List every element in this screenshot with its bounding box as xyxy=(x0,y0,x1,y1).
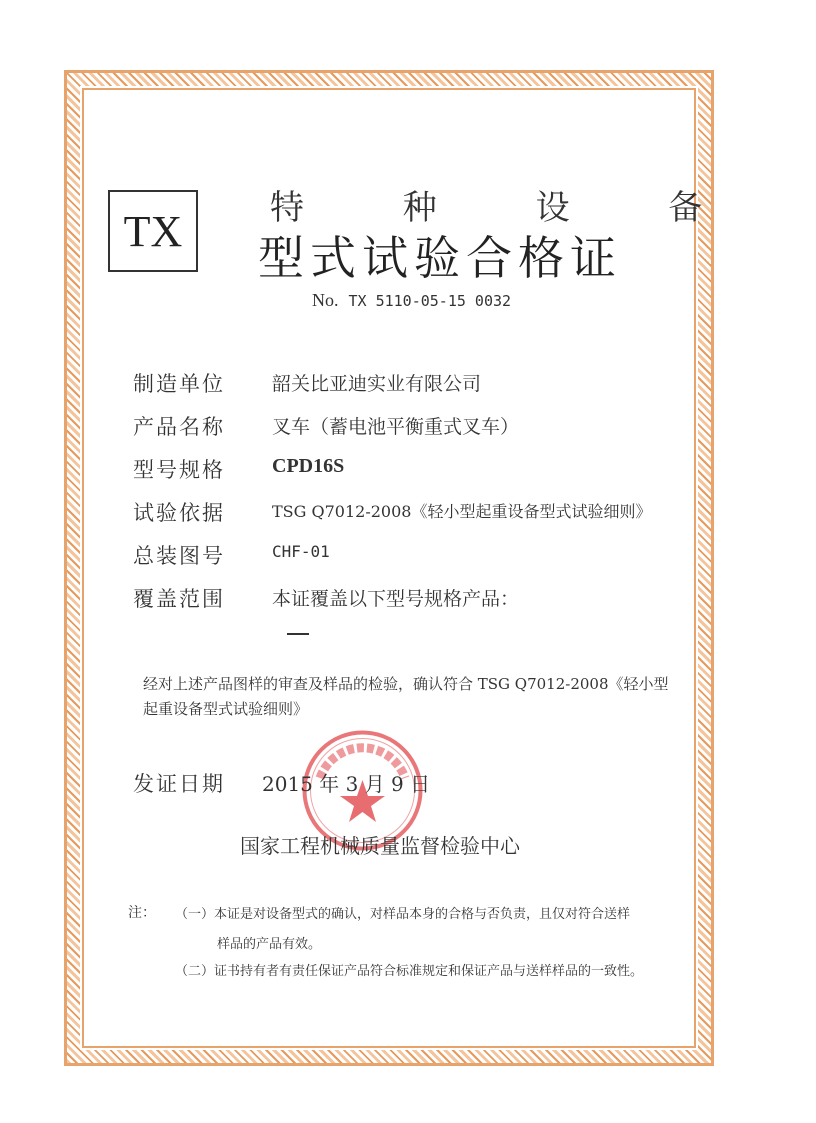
field-label-manufacturer: 制造单位 xyxy=(133,372,225,396)
note-item-1-line-2: 样品的产品有效。 xyxy=(217,937,322,952)
coverage-dash xyxy=(287,633,309,635)
issue-date-label: 发证日期 xyxy=(133,772,225,796)
issue-date-value: 2015 年 3 月 9 日 xyxy=(262,772,431,796)
issuing-authority: 国家工程机械质量监督检验中心 xyxy=(240,834,520,858)
field-label-product-name: 产品名称 xyxy=(133,415,225,439)
note-item-1 xyxy=(175,900,685,960)
field-value-manufacturer: 韶关比亚迪实业有限公司 xyxy=(272,373,482,395)
field-label-model: 型号规格 xyxy=(133,458,225,482)
type-code-box: TX xyxy=(108,190,198,272)
note-item-1-line-1: （一）本证是对设备型式的确认，对样品本身的合格与否负责，且仅对符合送样 xyxy=(175,907,631,922)
field-value-test-basis: TSG Q7012-2008《轻小型起重设备型式试验细则》 xyxy=(272,502,652,521)
notes-label: 注： xyxy=(128,905,156,921)
field-label-coverage: 覆盖范围 xyxy=(133,587,225,611)
field-label-test-basis: 试验依据 xyxy=(133,501,225,525)
certificate-number xyxy=(312,290,511,311)
field-value-coverage: 本证覆盖以下型号规格产品： xyxy=(272,588,520,610)
title-line-1: 特 种 设 备 xyxy=(270,188,747,228)
conformity-statement: 经对上述产品图样的审查及样品的检验，确认符合 TSG Q7012-2008《轻小型起重设备型式试验细则》 xyxy=(143,675,669,718)
title-line-2: 型式试验合格证 xyxy=(258,231,622,285)
field-value-drawing-no: CHF-01 xyxy=(272,542,330,561)
certificate-number-value: TX 5110-05-15 0032 xyxy=(348,292,512,310)
field-label-drawing-no: 总装图号 xyxy=(133,544,225,568)
note-item-2: （二）证书持有者有责任保证产品符合标准规定和保证产品与送样样品的一致性。 xyxy=(175,964,644,979)
certificate-number-label: No. xyxy=(312,290,339,310)
field-value-model: CPD16S xyxy=(272,455,345,477)
field-value-product-name: 叉车（蓄电池平衡重式叉车） xyxy=(272,416,520,438)
